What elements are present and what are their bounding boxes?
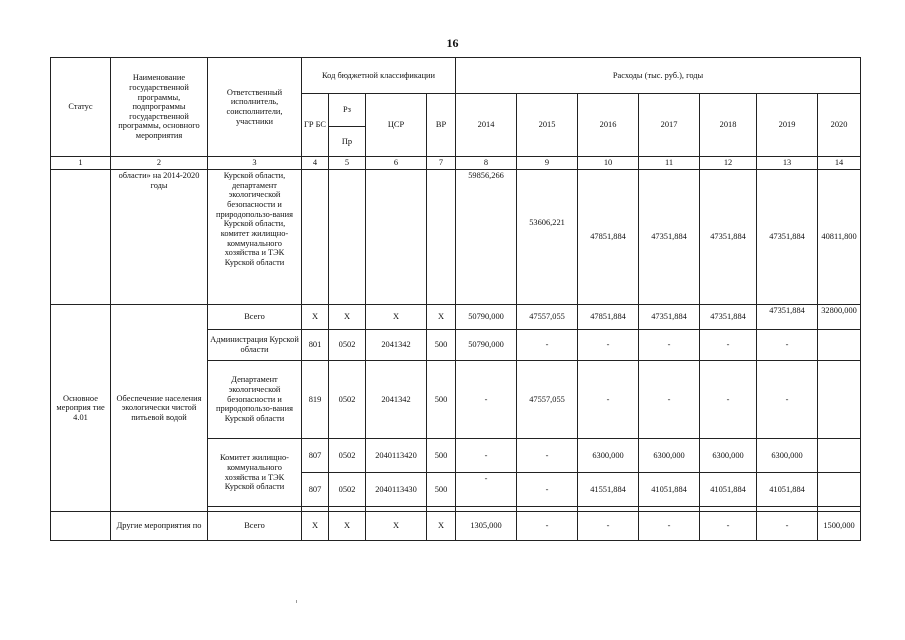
value-2014: 59856,266 bbox=[456, 170, 517, 305]
csr-cell: 2041342 bbox=[366, 361, 427, 439]
header-year-2020: 2020 bbox=[818, 94, 861, 157]
value-2020: 40811,800 bbox=[818, 170, 861, 305]
header-name: Наименование государственной программы, подпрограммы государственной программы, основного мероприятия bbox=[111, 58, 208, 157]
budget-table bbox=[50, 57, 861, 541]
value-2019: 47351,884 bbox=[757, 170, 818, 305]
header-expenses: Расходы (тыс. руб.), годы bbox=[456, 58, 861, 94]
value-2016: 41551,884 bbox=[578, 473, 639, 507]
header-grbs: ГР БС bbox=[302, 94, 329, 157]
value-2017: 6300,000 bbox=[639, 439, 700, 473]
csr-cell: 2040113420 bbox=[366, 439, 427, 473]
table-row bbox=[51, 170, 861, 305]
value-2015: 53606,221 bbox=[517, 170, 578, 305]
value-2020: 1500,000 bbox=[818, 512, 861, 541]
value-2019: - bbox=[757, 330, 818, 361]
value-2017: - bbox=[639, 361, 700, 439]
grbs-cell: 801 bbox=[302, 330, 329, 361]
value-2018: 6300,000 bbox=[700, 439, 757, 473]
value-2016: - bbox=[578, 512, 639, 541]
value-2020: 32800,000 bbox=[818, 305, 861, 330]
value-2018: - bbox=[700, 361, 757, 439]
value-2016: 6300,000 bbox=[578, 439, 639, 473]
header-year-2018: 2018 bbox=[700, 94, 757, 157]
value-2017: - bbox=[639, 330, 700, 361]
participant-label: Администрация Курской области bbox=[208, 330, 302, 361]
value-2014: - bbox=[456, 361, 517, 439]
column-number: 7 bbox=[427, 157, 456, 170]
column-number: 2 bbox=[111, 157, 208, 170]
column-number: 5 bbox=[329, 157, 366, 170]
header-status: Статус bbox=[51, 58, 111, 157]
program-name-cell: области» на 2014-2020 годы bbox=[111, 170, 208, 305]
vr-cell: 500 bbox=[427, 439, 456, 473]
value-2018: 47351,884 bbox=[700, 170, 757, 305]
header-rz: Рз bbox=[329, 94, 366, 127]
header-vr: ВР bbox=[427, 94, 456, 157]
total-label: Всего bbox=[208, 512, 302, 541]
rz-cell: Х bbox=[329, 305, 366, 330]
vr-cell: 500 bbox=[427, 473, 456, 507]
vr-cell: 500 bbox=[427, 330, 456, 361]
value-2016: 47851,884 bbox=[578, 305, 639, 330]
grbs-cell: 807 bbox=[302, 473, 329, 507]
value-2017: 41051,884 bbox=[639, 473, 700, 507]
value-2018: 47351,884 bbox=[700, 305, 757, 330]
header-responsible: Ответственный исполнитель, соисполнители, участники bbox=[208, 58, 302, 157]
value-2014: - bbox=[456, 439, 517, 473]
program-responsible-cell: Курской области, департамент экологической безопасности и природопользо-вания Курской области, комитет жилищно-коммунального хозяйства и ТЭК Курской области bbox=[208, 170, 302, 305]
vr-cell: Х bbox=[427, 305, 456, 330]
value-2017: - bbox=[639, 512, 700, 541]
grbs-cell: 807 bbox=[302, 439, 329, 473]
value-2014: 1305,000 bbox=[456, 512, 517, 541]
column-number: 1 bbox=[51, 157, 111, 170]
value-2016: 47851,884 bbox=[578, 170, 639, 305]
column-number: 13 bbox=[757, 157, 818, 170]
csr-cell: 2040113430 bbox=[366, 473, 427, 507]
value-2019: - bbox=[757, 512, 818, 541]
value-2015: - bbox=[517, 439, 578, 473]
csr-cell: 2041342 bbox=[366, 330, 427, 361]
activity-name-cell: Обеспечение населения экологически чистой питьевой водой bbox=[111, 305, 208, 512]
rz-cell: 0502 bbox=[329, 330, 366, 361]
csr-cell: Х bbox=[366, 512, 427, 541]
column-number: 4 bbox=[302, 157, 329, 170]
rz-cell: 0502 bbox=[329, 361, 366, 439]
value-2014: 50790,000 bbox=[456, 330, 517, 361]
value-2016: - bbox=[578, 330, 639, 361]
value-2018: 41051,884 bbox=[700, 473, 757, 507]
activity-status-cell: Основное мероприя тие 4.01 bbox=[51, 305, 111, 512]
column-number: 11 bbox=[639, 157, 700, 170]
participant-label: Комитет жилищно-коммунального хозяйства и ТЭК Курской области bbox=[208, 439, 302, 507]
column-number: 12 bbox=[700, 157, 757, 170]
table-row bbox=[51, 305, 861, 330]
rz-cell: 0502 bbox=[329, 439, 366, 473]
value-2019: 41051,884 bbox=[757, 473, 818, 507]
column-number: 9 bbox=[517, 157, 578, 170]
csr-cell: Х bbox=[366, 305, 427, 330]
column-number: 6 bbox=[366, 157, 427, 170]
value-2015: - bbox=[517, 330, 578, 361]
value-2015: - bbox=[517, 473, 578, 507]
scan-artifact bbox=[296, 600, 297, 603]
value-2019: 47351,884 bbox=[757, 305, 818, 330]
grbs-cell: Х bbox=[302, 305, 329, 330]
grbs-cell: 819 bbox=[302, 361, 329, 439]
header-year-2014: 2014 bbox=[456, 94, 517, 157]
grbs-cell: Х bbox=[302, 512, 329, 541]
header-year-2017: 2017 bbox=[639, 94, 700, 157]
header-budget-code: Код бюджетной классификации bbox=[302, 58, 456, 94]
column-number: 3 bbox=[208, 157, 302, 170]
value-2015: 47557,055 bbox=[517, 361, 578, 439]
vr-cell: Х bbox=[427, 512, 456, 541]
rz-cell: 0502 bbox=[329, 473, 366, 507]
value-2015: 47557,055 bbox=[517, 305, 578, 330]
header-csr: ЦСР bbox=[366, 94, 427, 157]
header-pr: Пр bbox=[329, 127, 366, 157]
value-2018: - bbox=[700, 512, 757, 541]
column-number: 14 bbox=[818, 157, 861, 170]
column-number: 10 bbox=[578, 157, 639, 170]
header-year-2015: 2015 bbox=[517, 94, 578, 157]
header-year-2016: 2016 bbox=[578, 94, 639, 157]
value-2014: - bbox=[456, 473, 517, 507]
rz-cell: Х bbox=[329, 512, 366, 541]
value-2015: - bbox=[517, 512, 578, 541]
value-2019: - bbox=[757, 361, 818, 439]
page-number: 16 bbox=[446, 36, 459, 50]
table-row bbox=[51, 512, 861, 541]
vr-cell: 500 bbox=[427, 361, 456, 439]
other-activities-name: Другие мероприятия по bbox=[111, 512, 208, 541]
participant-label: Департамент экологической безопасности и природопользо-вания Курской области bbox=[208, 361, 302, 439]
value-2014: 50790,000 bbox=[456, 305, 517, 330]
value-2017: 47351,884 bbox=[639, 305, 700, 330]
header-year-2019: 2019 bbox=[757, 94, 818, 157]
value-2019: 6300,000 bbox=[757, 439, 818, 473]
value-2018: - bbox=[700, 330, 757, 361]
column-number: 8 bbox=[456, 157, 517, 170]
total-label: Всего bbox=[208, 305, 302, 330]
value-2016: - bbox=[578, 361, 639, 439]
value-2017: 47351,884 bbox=[639, 170, 700, 305]
